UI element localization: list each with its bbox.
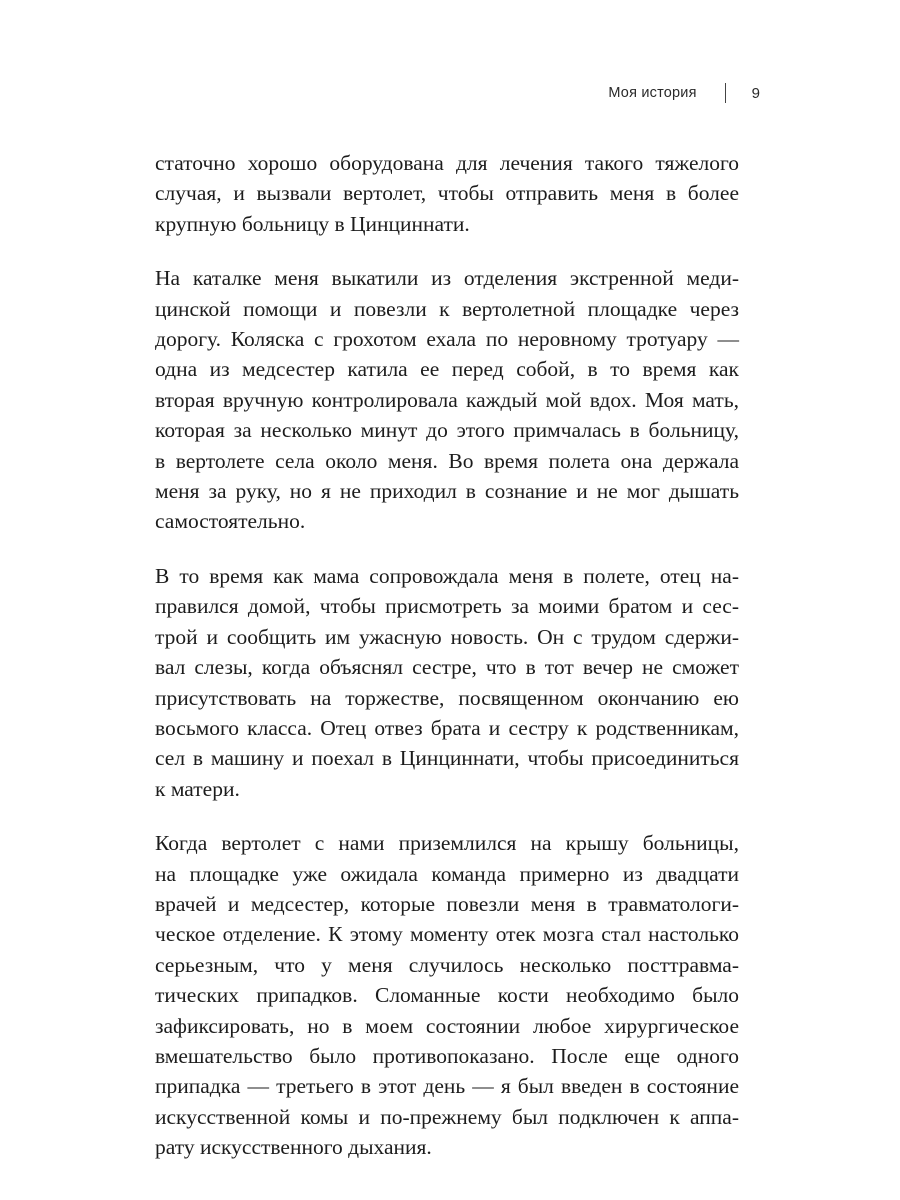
header-divider bbox=[725, 83, 726, 103]
text-line: в вертолете села около меня. Во время полета она держала bbox=[155, 448, 739, 473]
text-line: цинской помощи и повезли к вертолетной площадке через bbox=[155, 296, 739, 321]
paragraph bbox=[155, 263, 739, 537]
text-line: к матери. bbox=[155, 776, 240, 801]
text-line: вмешательство было противопоказано. После еще одного bbox=[155, 1043, 739, 1068]
text-line: тических припадков. Сломанные кости необходимо было bbox=[155, 983, 739, 1008]
text-line: В то время как мама сопровождала меня в полете, отец на- bbox=[155, 563, 739, 588]
body-text bbox=[155, 148, 739, 1187]
text-line: сел в машину и поехал в Цинциннати, чтобы присоединиться bbox=[155, 746, 739, 771]
paragraph bbox=[155, 148, 739, 239]
text-line: врачей и медсестер, которые повезли меня в травматологи- bbox=[155, 891, 739, 916]
text-line: самостоятельно. bbox=[155, 509, 306, 534]
text-line: одна из медсестер катила ее перед собой, в то время как bbox=[155, 357, 739, 382]
text-line: серьезным, что у меня случилось несколько посттравма- bbox=[155, 952, 739, 977]
text-line: искусственной комы и по-прежнему был подключен к аппа- bbox=[155, 1104, 739, 1129]
text-line: крупную больницу в Цинциннати. bbox=[155, 211, 470, 236]
running-header bbox=[608, 82, 760, 104]
text-line: восьмого класса. Отец отвез брата и сестру к родственникам, bbox=[155, 715, 739, 740]
text-line: Когда вертолет с нами приземлился на крышу больницы, bbox=[155, 831, 739, 856]
text-line: правился домой, чтобы присмотреть за моими братом и сес- bbox=[155, 594, 739, 619]
text-line: рату искусственного дыхания. bbox=[155, 1135, 432, 1160]
text-line: ческое отделение. К этому моменту отек мозга стал настолько bbox=[155, 922, 739, 947]
text-line: трой и сообщить им ужасную новость. Он с трудом сдержи- bbox=[155, 624, 739, 649]
text-line: присутствовать на торжестве, посвященном окончанию ею bbox=[155, 685, 739, 710]
text-line: На каталке меня выкатили из отделения экстренной меди- bbox=[155, 266, 739, 291]
text-line: вал слезы, когда объяснял сестре, что в тот вечер не сможет bbox=[155, 655, 739, 680]
text-line: на площадке уже ожидала команда примерно из двадцати bbox=[155, 861, 739, 886]
text-line: статочно хорошо оборудована для лечения такого тяжелого bbox=[155, 151, 739, 175]
text-line: дорогу. Коляска с грохотом ехала по неровному тротуару — bbox=[155, 327, 739, 352]
text-line: зафиксировать, но в моем состоянии любое хирургическое bbox=[155, 1013, 739, 1038]
section-title: Моя история bbox=[608, 85, 697, 101]
text-line: вторая вручную контролировала каждый мой вдох. Моя мать, bbox=[155, 387, 739, 412]
text-line: которая за несколько минут до этого примчалась в больницу, bbox=[155, 418, 739, 443]
page-number: 9 bbox=[751, 84, 760, 102]
paragraph bbox=[155, 561, 739, 804]
text-line: меня за руку, но я не приходил в сознание и не мог дышать bbox=[155, 479, 739, 504]
text-line: припадка — третьего в этот день — я был введен в состояние bbox=[155, 1074, 739, 1099]
text-line: случая, и вызвали вертолет, чтобы отправить меня в более bbox=[155, 181, 739, 206]
paragraph bbox=[155, 828, 739, 1162]
